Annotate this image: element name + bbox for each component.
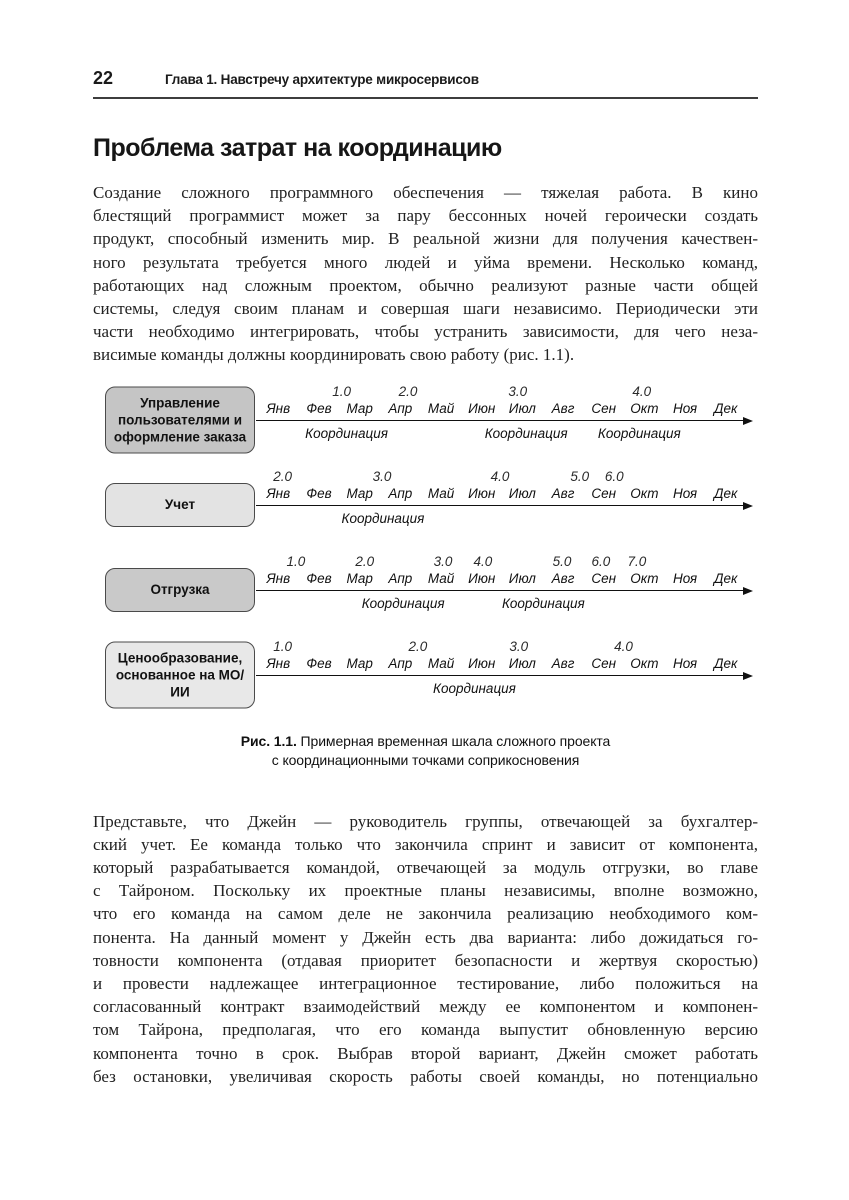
release-version-label: 4.0: [490, 468, 510, 484]
text-line: ного результата требуется много людей и уйма времени. Несколько команд,: [93, 252, 758, 272]
release-version-label: 2.0: [398, 383, 418, 399]
timeline-axis-line: [256, 590, 745, 591]
timeline-team-box: [105, 483, 255, 527]
coordination-label: Координация: [597, 425, 681, 441]
month-label: Май: [427, 570, 455, 586]
timeline-area: [258, 470, 750, 532]
month-label: Дек: [714, 655, 738, 671]
text-line: системы, следуя своим планам и совершая шаги независимо. Периодически эти: [93, 299, 758, 319]
month-label: Дек: [714, 485, 738, 501]
text-line: согласованный контракт взаимодействий между ее компонентом и компонен-: [93, 997, 758, 1017]
paragraph-1: [93, 181, 758, 367]
release-version-label: 5.0: [552, 553, 572, 569]
timeline-month-axis: [258, 571, 746, 587]
text-line: товности компонента (отдавая приоритет безопасности и жертвуя скоростью): [93, 950, 758, 970]
figure-caption-text: Примерная временная шкала сложного проекта: [300, 732, 611, 749]
text-line: что его команда на самом деле не закончила реализацию необходимого ком-: [93, 904, 758, 924]
month-label: Фев: [306, 485, 332, 501]
month-label: Мар: [346, 570, 373, 586]
month-label: Июн: [468, 655, 496, 671]
month-label: Дек: [714, 570, 738, 586]
paragraph-2: [93, 810, 758, 1088]
month-label: Окт: [630, 655, 659, 671]
month-label: Июн: [468, 400, 496, 416]
text-line: понента. На данный момент у Джейн есть два варианта: либо дожидаться го-: [93, 927, 758, 947]
month-label: Июл: [508, 485, 536, 501]
release-version-label: 4.0: [614, 638, 633, 654]
timeline-axis-line: [256, 420, 745, 421]
figure-caption-label: Рис. 1.1.: [240, 732, 297, 749]
release-version-label: 7.0: [627, 553, 647, 569]
running-header: [93, 68, 758, 99]
month-label: Ноя: [672, 400, 698, 416]
text-line: без остановки, увеличивая скорость работы своей команды, но потенциально: [93, 1066, 758, 1086]
timeline-team-label: Ценообразование, основанное на МО/ИИ: [115, 650, 245, 700]
timeline-team-box: [105, 568, 255, 612]
month-label: Авг: [551, 400, 575, 416]
month-label: Июл: [508, 655, 536, 671]
release-version-label: 3.0: [508, 383, 528, 399]
month-label: Авг: [551, 570, 575, 586]
release-version-label: 2.0: [355, 553, 375, 569]
release-version-label: 2.0: [273, 468, 292, 484]
month-label: Апр: [388, 400, 413, 416]
text-line: работающих над сложным проектом, обычно реализуют разные части общей: [93, 275, 758, 295]
timeline-axis-line: [256, 675, 745, 676]
text-line: том Тайрона, предполагая, что его команда выпустит обновленную версию: [93, 1020, 758, 1040]
month-label: Фев: [306, 400, 332, 416]
timeline-team-box: [105, 386, 255, 453]
timeline-team-label: Отгрузка: [150, 582, 210, 598]
month-label: Авг: [551, 485, 575, 501]
month-label: Ноя: [672, 655, 698, 671]
timeline-row: [93, 385, 758, 447]
coordination-label: Координация: [361, 595, 445, 611]
month-label: Янв: [266, 485, 291, 501]
release-version-label: 2.0: [408, 638, 428, 654]
page-number: 22: [93, 68, 114, 88]
coordination-label: Координация: [341, 510, 425, 526]
timeline-row: [93, 555, 758, 617]
release-version-label: 3.0: [509, 638, 529, 654]
arrow-right-icon: [743, 417, 753, 425]
timeline-month-axis: [258, 486, 746, 502]
release-version-label: 1.0: [332, 383, 352, 399]
release-version-label: 4.0: [473, 553, 493, 569]
text-line: с Тайроном. Поскольку их проектные планы независимы, вполне возможно,: [93, 881, 758, 901]
text-line: компонента точно в срок. Выбрав второй вариант, Джейн сможет работать: [93, 1043, 758, 1063]
release-version-label: 4.0: [632, 383, 652, 399]
month-label: Июн: [468, 570, 496, 586]
text-line: Представьте, что Джейн — руководитель группы, отвечающей за бухгалтер-: [93, 811, 758, 831]
figure-rows: [93, 385, 758, 702]
month-label: Июн: [468, 485, 496, 501]
text-line: и провести надлежащее интеграционное тестирование, либо положиться на: [93, 974, 758, 994]
month-label: Ноя: [672, 485, 698, 501]
timeline-row: [93, 640, 758, 702]
text-line: ский учет. Ее команда только что закончила спринт и зависит от компонента,: [93, 834, 758, 854]
chapter-header: Глава 1. Навстречу архитектуре микросервисов: [165, 72, 479, 87]
timeline-area: [258, 640, 750, 702]
month-label: Апр: [388, 570, 413, 586]
text-line: который разрабатывается командой, отвечающей за модуль отгрузки, во главе: [93, 858, 758, 878]
month-label: Янв: [266, 655, 291, 671]
timeline-area: [258, 555, 750, 617]
month-label: Апр: [388, 485, 413, 501]
month-label: Фев: [306, 655, 332, 671]
month-label: Дек: [714, 400, 738, 416]
timeline-team-label: Управление пользователями и оформление заказа: [113, 395, 247, 445]
arrow-right-icon: [743, 502, 753, 510]
month-label: Окт: [630, 485, 659, 501]
timeline-team-label: Учет: [164, 497, 196, 513]
text-line: Создание сложного программного обеспечения — тяжелая работа. В кино: [93, 183, 758, 202]
month-label: Июл: [508, 400, 536, 416]
month-label: Окт: [630, 400, 659, 416]
month-label: Фев: [306, 570, 332, 586]
month-label: Сен: [591, 570, 617, 586]
month-label: Окт: [630, 570, 659, 586]
month-label: Май: [427, 485, 455, 501]
figure-caption-line1: [93, 732, 758, 751]
timeline-month-axis: [258, 401, 746, 417]
figure-caption-line2: с координационными точками соприкосновения: [271, 751, 580, 768]
month-label: Сен: [591, 655, 617, 671]
text-line: висимые команды должны координировать свою работу (рис. 1.1).: [93, 345, 575, 365]
timeline-row: [93, 470, 758, 532]
release-version-label: 1.0: [286, 553, 306, 569]
month-label: Янв: [266, 400, 291, 416]
month-label: Ноя: [672, 570, 698, 586]
month-label: Май: [427, 400, 455, 416]
coordination-label: Координация: [501, 595, 585, 611]
month-label: Апр: [388, 655, 413, 671]
month-label: Мар: [346, 400, 373, 416]
figure-1-1: [93, 385, 758, 702]
text-line: блестящий программист может за пару бессонных ночей героически создать: [93, 206, 758, 226]
month-label: Янв: [266, 570, 291, 586]
coordination-label: Координация: [433, 680, 516, 696]
release-version-label: 3.0: [433, 553, 453, 569]
timeline-axis-line: [256, 505, 745, 506]
text-line: продукт, способный изменить мир. В реальной жизни для получения качествен-: [93, 229, 758, 249]
coordination-label: Координация: [305, 425, 388, 441]
release-version-label: 6.0: [604, 468, 624, 484]
release-version-label: 6.0: [591, 553, 611, 569]
release-version-label: 1.0: [273, 638, 292, 654]
month-label: Сен: [591, 485, 617, 501]
text-line: части необходимо интегрировать, чтобы устранить зависимости, для чего неза-: [93, 322, 758, 342]
release-version-label: 5.0: [570, 468, 590, 484]
figure-caption: [93, 732, 758, 770]
section-title: Проблема затрат на координацию: [93, 134, 502, 162]
arrow-right-icon: [743, 672, 753, 680]
timeline-area: [258, 385, 750, 447]
month-label: Сен: [591, 400, 617, 416]
month-label: Мар: [346, 485, 373, 501]
month-label: Мар: [346, 655, 373, 671]
month-label: Май: [427, 655, 455, 671]
release-version-label: 3.0: [372, 468, 392, 484]
month-label: Июл: [508, 570, 536, 586]
month-label: Авг: [551, 655, 575, 671]
coordination-label: Координация: [484, 425, 568, 441]
arrow-right-icon: [743, 587, 753, 595]
timeline-team-box: [105, 641, 255, 708]
timeline-month-axis: [258, 656, 746, 672]
